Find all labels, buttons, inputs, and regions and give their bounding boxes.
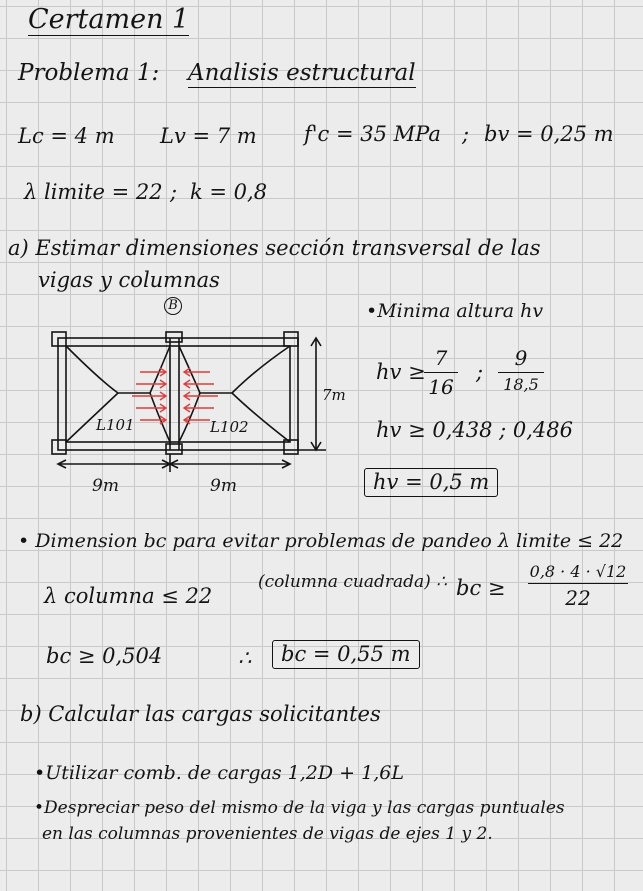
min-height-separator: ; [476,360,484,384]
page-title: Certamen 1 [28,4,190,35]
fraction-2-numerator: 9 [514,346,528,370]
part-a-heading-line2: vigas y columnas [38,268,220,292]
min-height-values: hv ≥ 0,438 ; 0,486 [376,418,573,442]
fraction-2-denominator: 18,5 [503,375,539,394]
problem-title: Analisis estructural [188,60,416,86]
bc-fraction-denominator: 22 [565,586,591,611]
load-arrow-right-4 [184,404,214,412]
yield-lines-left-top [66,346,170,393]
column-dim-bullet: • Dimension bc para evitar problemas de pandeo λ limite ≤ 22 [18,530,624,552]
part-b-heading: b) Calcular las cargas solicitantes [20,702,381,726]
dim-left-label: 9m [92,476,119,496]
bc-fraction-numerator: 0,8 · 4 · √12 [529,562,627,581]
dim-height-label: 7m [322,386,346,404]
min-height-title: •Minima altura hv [366,300,544,322]
load-arrow-left-2 [136,380,166,388]
fraction-1-denominator: 16 [428,375,454,399]
frame-outer [58,338,298,450]
slab-label-l101: L101 [96,416,135,434]
yield-lines-right-top [179,346,290,393]
load-arrow-right-5 [184,416,210,424]
load-arrow-right-2 [184,380,214,388]
given-lambda: λ limite = 22 [24,180,163,204]
load-arrow-right-1 [184,368,210,376]
given-lc: Lc = 4 m [18,124,115,148]
min-height-result: hv = 0,5 m [364,468,498,497]
part-a-heading: a) Estimar dimensiones sección transversal de las [8,236,541,260]
problem-label: Problema 1: [18,60,160,86]
part-b-bullet-2-line2: en las columnas provenientes de vigas de ejes 1 y 2. [42,824,493,844]
given-separator-1: ; [462,122,470,146]
bc-fraction [528,562,628,610]
part-b-bullet-2: •Despreciar peso del mismo de la viga y las cargas puntuales [34,798,565,818]
column-bottom-left [52,440,66,454]
part-b-bullet-1: •Utilizar comb. de cargas 1,2D + 1,6L [34,762,404,784]
given-k: k = 0,8 [190,180,268,204]
load-arrow-left-1 [140,368,166,376]
bc-lhs: bc ≥ [456,576,506,600]
min-height-lhs: hv ≥ [376,360,426,384]
axis-marker-b: B [164,297,182,315]
dim-right-label: 9m [210,476,237,496]
lambda-column: λ columna ≤ 22 [44,584,213,608]
given-separator-2: ; [170,180,178,204]
bc-result: bc = 0,55 m [272,640,420,669]
fraction-1-numerator: 7 [434,346,448,370]
column-top-left [52,332,66,346]
min-height-fraction-2 [498,346,544,394]
given-bv: bv = 0,25 m [484,122,614,146]
min-height-fraction-1 [424,346,458,399]
given-fc: f'c = 35 MPa [304,122,441,146]
load-arrow-left-4 [136,404,166,412]
bc-value: bc ≥ 0,504 [46,644,163,668]
column-top-right [284,332,298,346]
slab-label-l102: L102 [210,418,249,436]
therefore-symbol: ∴ [238,646,252,670]
load-arrow-left-5 [140,416,166,424]
given-lv: Lv = 7 m [160,124,257,148]
square-column-note: (columna cuadrada) ∴ [258,572,448,592]
